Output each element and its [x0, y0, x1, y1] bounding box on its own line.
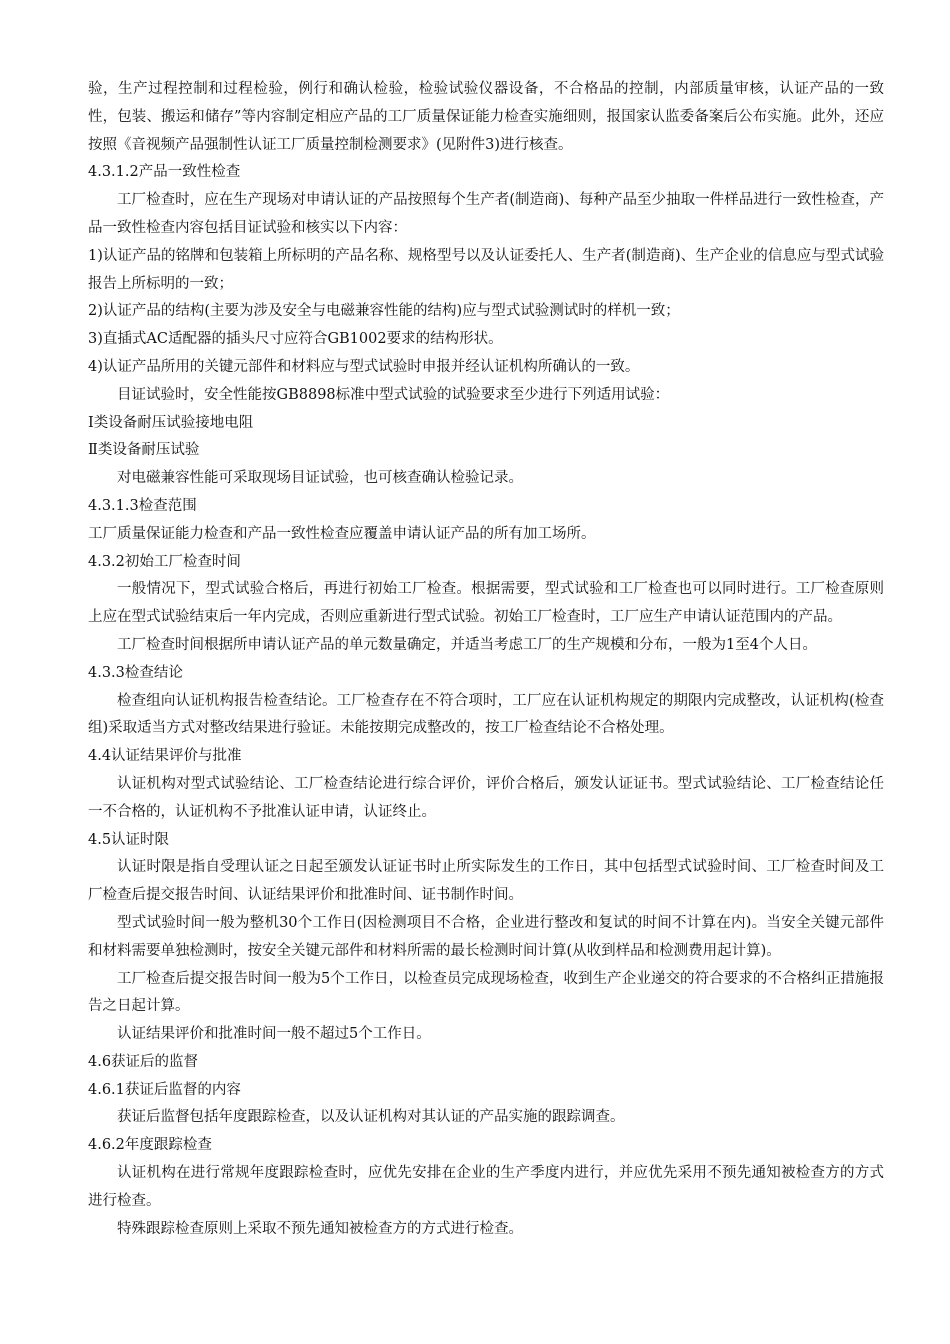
body-paragraph: 检查组向认证机构报告检查结论。工厂检查存在不符合项时，工厂应在认证机构规定的期限内完成整改，认证机构(检查组)采取适当方式对整改结果进行验证。未能按期完成整改的，按工厂检查结论不合格处理。 — [88, 692, 884, 737]
section-heading: 4.3.2初始工厂检查时间 — [88, 553, 241, 570]
body-paragraph: 目证试验时，安全性能按GB8898标准中型式试验的试验要求至少进行下列适用试验： — [117, 386, 670, 403]
section-heading: 4.6获证后的监督 — [88, 1053, 199, 1070]
body-paragraph: 认证时限是指自受理认证之日起至颁发认证证书时止所实际发生的工作日，其中包括型式试验时间、工厂检查时间及工厂检查后提交报告时间、认证结果评价和批准时间、证书制作时间。 — [88, 859, 884, 904]
section-heading: 4.3.1.2产品一致性检查 — [88, 164, 241, 181]
body-paragraph: 特殊跟踪检查原则上采取不预先通知被检查方的方式进行检查。 — [117, 1220, 523, 1237]
list-item: Ⅰ类设备耐压试验接地电阻 — [88, 414, 254, 431]
section-heading: 4.3.3检查结论 — [88, 664, 183, 681]
section-heading: 4.3.1.3检查范围 — [88, 497, 197, 514]
body-paragraph: 对电磁兼容性能可采取现场目证试验，也可核查确认检验记录。 — [117, 470, 523, 487]
body-paragraph: 认证机构对型式试验结论、工厂检查结论进行综合评价，评价合格后，颁发认证证书。型式试验结论、工厂检查结论任一不合格的，认证机构不予批准认证申请，认证终止。 — [88, 775, 884, 820]
list-item: 1)认证产品的铭牌和包装箱上所标明的产品名称、规格型号以及认证委托人、生产者(制造商)、生产企业的信息应与型式试验报告上所标明的一致； — [88, 247, 884, 292]
list-item: 4)认证产品所用的关键元部件和材料应与型式试验时申报并经认证机构所确认的一致。 — [88, 358, 640, 375]
body-paragraph: 工厂质量保证能力检查和产品一致性检查应覆盖申请认证产品的所有加工场所。 — [88, 525, 596, 542]
section-heading: 4.5认证时限 — [88, 831, 170, 848]
section-heading: 4.6.1获证后监督的内容 — [88, 1081, 241, 1098]
list-item: 2)认证产品的结构(主要为涉及安全与电磁兼容性能的结构)应与型式试验测试时的样机一致； — [88, 303, 680, 320]
section-heading: 4.4认证结果评价与批准 — [88, 748, 242, 765]
body-paragraph: 工厂检查时间根据所申请认证产品的单元数量确定，并适当考虑工厂的生产规模和分布，一般为1至4个人日。 — [117, 636, 817, 653]
body-paragraph: 型式试验时间一般为整机30个工作日(因检测项目不合格，企业进行整改和复试的时间不计算在内)。当安全关键元部件和材料需要单独检测时，按安全关键元部件和材料所需的最长检测时间计算(从收到样品和检测费用起计算)。 — [88, 914, 884, 959]
body-paragraph: 认证机构在进行常规年度跟踪检查时，应优先安排在企业的生产季度内进行，并应优先采用不预先通知被检查方的方式进行检查。 — [88, 1165, 884, 1209]
body-paragraph: 验，生产过程控制和过程检验，例行和确认检验，检验试验仪器设备，不合格品的控制，内部质量审核，认证产品的一致性，包装、搬运和储存”等内容制定相应产品的工厂质量保证能力检查实施细则，报国家认监委备案后公布实施。此外，还应按照《音视频产品强制性认证工厂质量控制检测要求》(见附件3)进行核查。 — [88, 81, 884, 153]
body-paragraph: 认证结果评价和批准时间一般不超过5个工作日。 — [117, 1026, 431, 1043]
body-paragraph: 一般情况下，型式试验合格后，再进行初始工厂检查。根据需要，型式试验和工厂检查也可以同时进行。工厂检查原则上应在型式试验结束后一年内完成，否则应重新进行型式试验。初始工厂检查时，工厂应生产申请认证范围内的产品。 — [88, 581, 884, 626]
body-paragraph: 获证后监督包括年度跟踪检查，以及认证机构对其认证的产品实施的跟踪调查。 — [117, 1109, 625, 1126]
list-item: 3)直插式AC适配器的插头尺寸应符合GB1002要求的结构形状。 — [88, 331, 503, 348]
section-heading: 4.6.2年度跟踪检查 — [88, 1137, 212, 1154]
body-paragraph: 工厂检查后提交报告时间一般为5个工作日，以检查员完成现场检查，收到生产企业递交的符合要求的不合格纠正措施报告之日起计算。 — [88, 970, 884, 1015]
list-item: Ⅱ类设备耐压试验 — [88, 442, 200, 459]
body-paragraph: 工厂检查时，应在生产现场对申请认证的产品按照每个生产者(制造商)、每种产品至少抽取一件样品进行一致性检查，产品一致性检查内容包括目证试验和核实以下内容： — [88, 192, 884, 236]
